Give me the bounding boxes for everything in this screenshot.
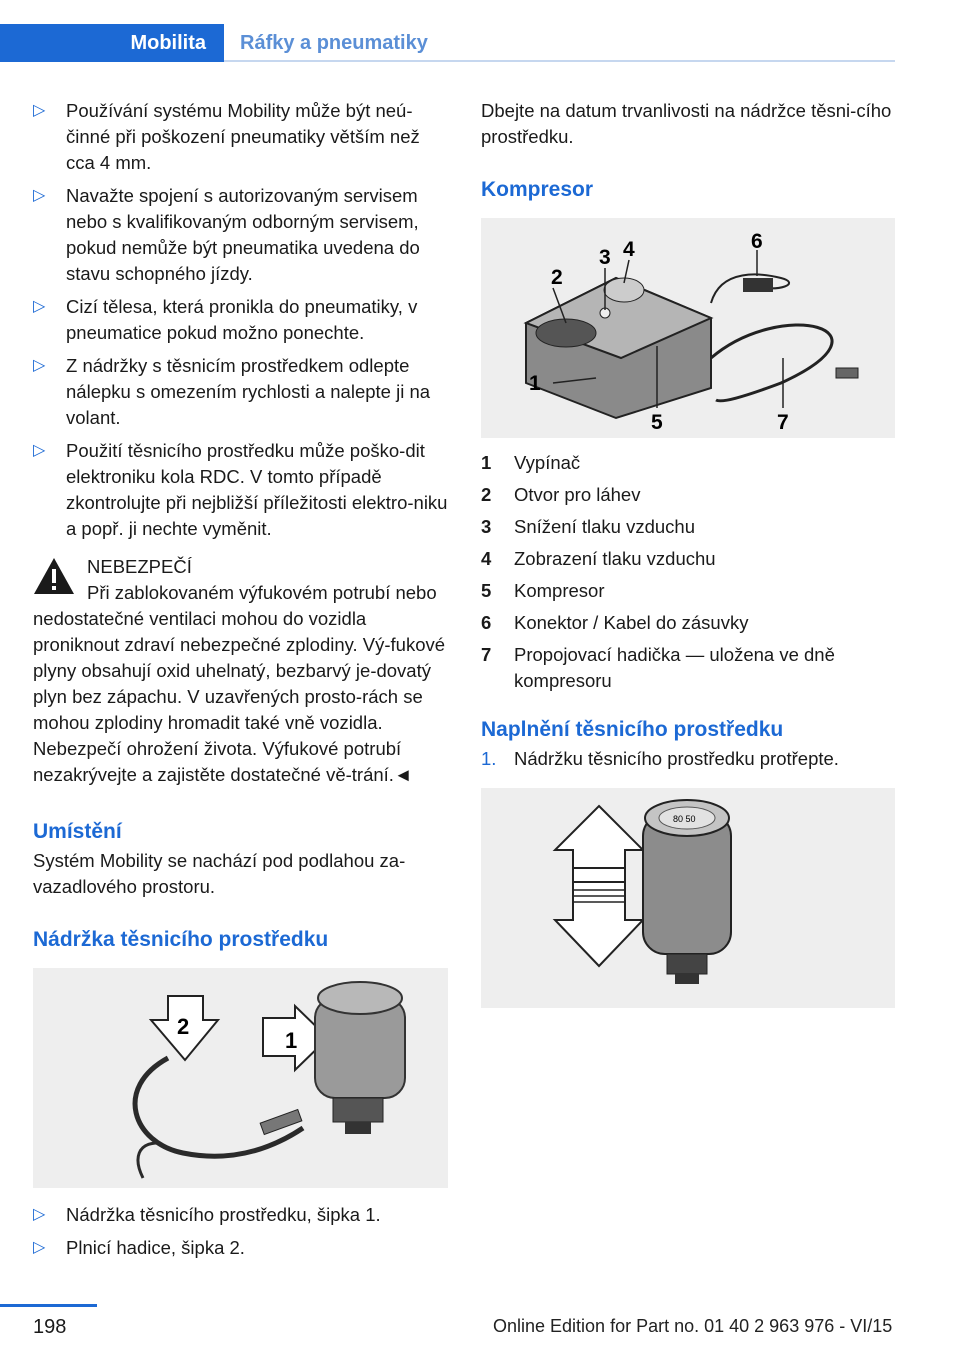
triangle-bullet-icon: ▷ [33, 1239, 46, 1256]
tab-rafky-a-pneumatiky[interactable]: Ráfky a pneumatiky [240, 32, 428, 54]
list-item: 1 Vypínač [481, 452, 581, 473]
compressor-figure [481, 218, 895, 438]
up-down-arrow-icon [555, 806, 643, 966]
figure-label: 2 [177, 1014, 190, 1039]
figure-label: 3 [599, 246, 611, 269]
list-item: 7 Propojovací hadička — uložena ve dně kompresoru [481, 644, 835, 691]
figure-label: 80 50 [673, 814, 696, 824]
figure-label: 1 [285, 1028, 298, 1053]
warning-triangle-icon [33, 557, 75, 595]
list-item: ▷ Nádržka těsnicího prostředku, šipka 1. [33, 1202, 448, 1228]
tab-mobilita[interactable]: Mobilita [0, 24, 224, 62]
steps-list [481, 746, 895, 772]
compressor-illustration [481, 218, 895, 438]
triangle-bullet-icon: ▷ [33, 1206, 46, 1223]
list-item: 4 Zobrazení tlaku vzduchu [481, 548, 716, 569]
section-heading-fill: Naplnění těsnicího prostředku [481, 718, 784, 741]
triangle-bullet-icon: ▷ [33, 102, 46, 119]
list-item: 2 Otvor pro láhev [481, 484, 641, 505]
step-item: 1. Nádržku těsnicího prostředku protřepte. [481, 748, 839, 769]
location-text: Systém Mobility se nachází pod podlahou za‐vazadlového prostoru. [33, 850, 406, 897]
right-column [481, 98, 895, 1008]
figure-label: 7 [777, 411, 789, 434]
figure-label: 1 [529, 372, 541, 395]
list-item: ▷ Navažte spojení s autorizovaným servisem nebo s kvalifikovaným odborným servisem, pokud nemůže být pneumatika uvedena do stavu schopného jízdy. [33, 185, 420, 284]
online-edition-text: Online Edition for Part no. 01 40 2 963 976 - VI/15 [493, 1316, 893, 1336]
sealant-tank-illustration [33, 968, 448, 1188]
intro-text: Dbejte na datum trvanlivosti na nádržce těsni‐cího prostředku. [481, 100, 892, 147]
list-item: 5 Kompresor [481, 580, 605, 601]
list-item: 6 Konektor / Kabel do zásuvky [481, 612, 749, 633]
triangle-bullet-icon: ▷ [33, 298, 46, 315]
tank-figure [33, 968, 448, 1188]
warning-title: NEBEZPEČÍ [87, 556, 192, 577]
list-item: ▷ Z nádržky s těsnicím prostředkem odlepte nálepku s omezením rychlosti a nalepte ji na volant. [33, 355, 431, 428]
shake-bottle-illustration [481, 788, 895, 1008]
section-heading-tank: Nádržka těsnicího prostředku [33, 928, 329, 951]
section-heading-location: Umístění [33, 820, 122, 843]
danger-warning [33, 554, 448, 788]
list-item: ▷ Použití těsnicího prostředku může poško‐dit elektroniku kola RDC. V tomto případě zkontrolujte při nejbližší příležitosti elektro‐niku a popř. ji nechte vyměnit. [33, 440, 448, 539]
figure-label: 5 [651, 411, 663, 434]
section-heading-compressor: Kompresor [481, 178, 594, 201]
footer-divider [0, 1304, 97, 1307]
header-divider [224, 60, 895, 62]
list-item: ▷ Používání systému Mobility může být neú‐činné při poškození pneumatiky větším než cca 4 mm. [33, 100, 420, 173]
page-header [0, 24, 895, 62]
figure-label: 2 [551, 266, 563, 289]
left-column [33, 98, 448, 1268]
parts-list [481, 450, 895, 694]
triangle-bullet-icon: ▷ [33, 357, 46, 374]
list-item: 3 Snížení tlaku vzduchu [481, 516, 695, 537]
triangle-bullet-icon: ▷ [33, 187, 46, 204]
shake-figure [481, 788, 895, 1008]
warning-text: Při zablokovaném výfukovém potrubí nebo nedostatečné ventilaci mohou do vozidla proniknout zdraví nebezpečné zplodiny. Vý‐fukové plyny obsahují oxid uhelnatý, bezbarvý je‐dovatý plyn bez zápachu. V uzavřených prosto‐rách se mohou zplodiny hromadit také vně vozidla. Nebezpečí ohrožení života. Výfukové potrubí nezakrývejte a zajistěte dostatečné vě‐trání.◄ [33, 582, 446, 785]
triangle-bullet-icon: ▷ [33, 442, 46, 459]
figure-label: 6 [751, 230, 763, 253]
figure-label: 4 [623, 238, 635, 261]
page-number: 198 [33, 1316, 67, 1338]
list-item: ▷ Cizí tělesa, která pronikla do pneumatiky, v pneumatice pokud možno ponechte. [33, 296, 418, 343]
list-item: ▷ Plnicí hadice, šipka 2. [33, 1235, 448, 1261]
